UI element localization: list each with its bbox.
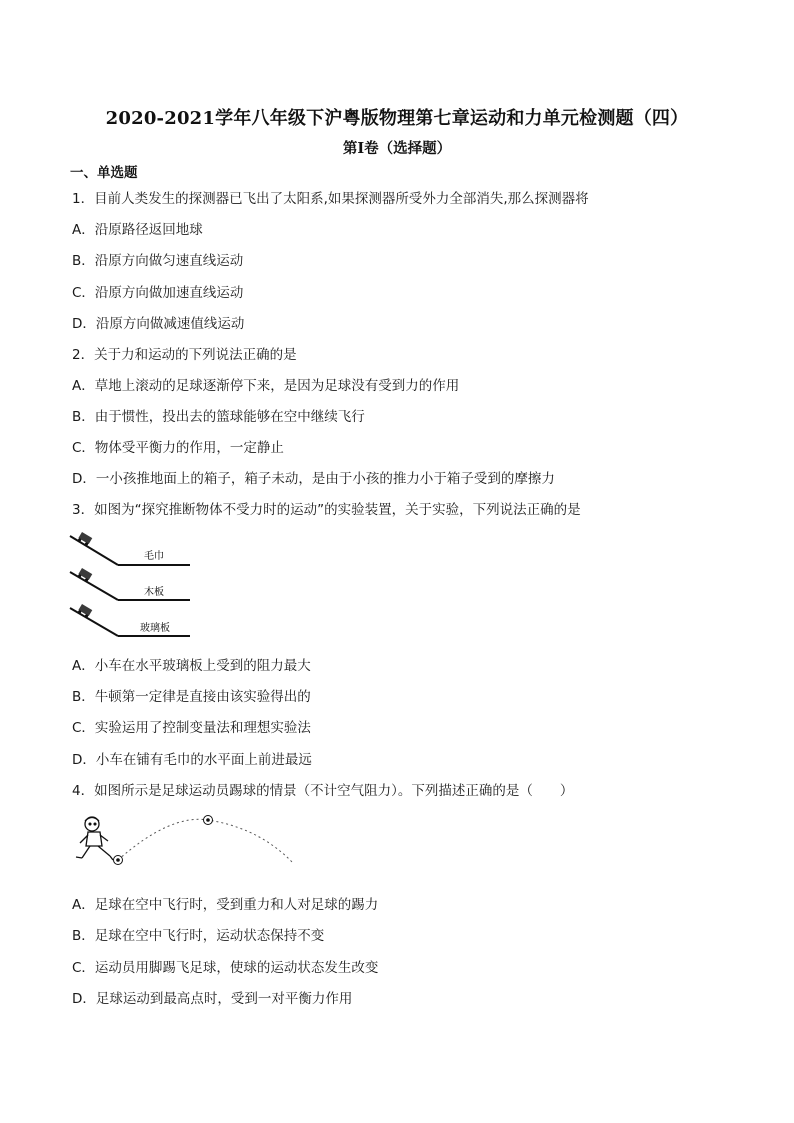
question-4-stem: 4．如图所示是足球运动员踢球的情景（不计空气阻力）。下列描述正确的是（ ） [72, 783, 574, 799]
question-2-option-a: A．草地上滚动的足球逐渐停下来，是因为足球没有受到力的作用 [72, 378, 460, 394]
question-1-option-a: A．沿原路径返回地球 [72, 222, 203, 238]
football-kick-figure [70, 810, 300, 872]
question-2-option-b: B．由于惯性，投出去的篮球能够在空中继续飞行 [72, 409, 365, 425]
label-glass: 玻璃板 [140, 623, 170, 634]
question-3-option-b: B．牛顿第一定律是直接由该实验得出的 [72, 689, 311, 705]
question-4-option-c: C．运动员用脚踢飞足球，使球的运动状态发生改变 [72, 960, 379, 976]
question-2-option-d: D．一小孩推地面上的箱子，箱子未动，是由于小孩的推力小于箱子受到的摩擦力 [72, 471, 555, 487]
page-title: 2020-2021学年八年级下沪粤版物理第七章运动和力单元检测题（四） [105, 108, 689, 129]
question-2-option-c: C．物体受平衡力的作用，一定静止 [72, 440, 284, 456]
question-4-option-a: A．足球在空中飞行时，受到重力和人对足球的踢力 [72, 897, 379, 913]
question-3-stem: 3．如图为“探究推断物体不受力时的运动”的实验装置，关于实验，下列说法正确的是 [72, 502, 581, 518]
football-icon [114, 856, 123, 865]
question-3-option-d: D．小车在铺有毛巾的水平面上前进最远 [72, 752, 312, 768]
ramp-glass [70, 604, 190, 636]
ramp-wood [70, 568, 190, 600]
question-1-option-d: D．沿原方向做减速值线运动 [72, 316, 245, 332]
question-1-option-c: C．沿原方向做加速直线运动 [72, 285, 244, 301]
player-icon [76, 817, 113, 860]
section-heading: 一、单选题 [70, 165, 138, 181]
label-towel: 毛巾 [144, 551, 164, 562]
question-1-option-b: B．沿原方向做匀速直线运动 [72, 253, 244, 269]
question-1-stem: 1．目前人类发生的探测器已飞出了太阳系,如果探测器所受外力全部消失,那么探测器将 [72, 191, 589, 207]
question-3-option-c: C．实验运用了控制变量法和理想实验法 [72, 720, 311, 736]
question-4-option-d: D．足球运动到最高点时，受到一对平衡力作用 [72, 991, 353, 1007]
ball-trajectory [118, 819, 294, 864]
label-wood: 木板 [144, 587, 164, 598]
inclined-plane-figure [68, 528, 198, 642]
football-icon [204, 816, 213, 825]
question-2-stem: 2．关于力和运动的下列说法正确的是 [72, 347, 297, 363]
page-subtitle: 第I卷（选择题） [342, 140, 452, 157]
question-4-option-b: B．足球在空中飞行时，运动状态保持不变 [72, 928, 325, 944]
ramp-towel [70, 532, 190, 565]
question-3-option-a: A．小车在水平玻璃板上受到的阻力最大 [72, 658, 311, 674]
